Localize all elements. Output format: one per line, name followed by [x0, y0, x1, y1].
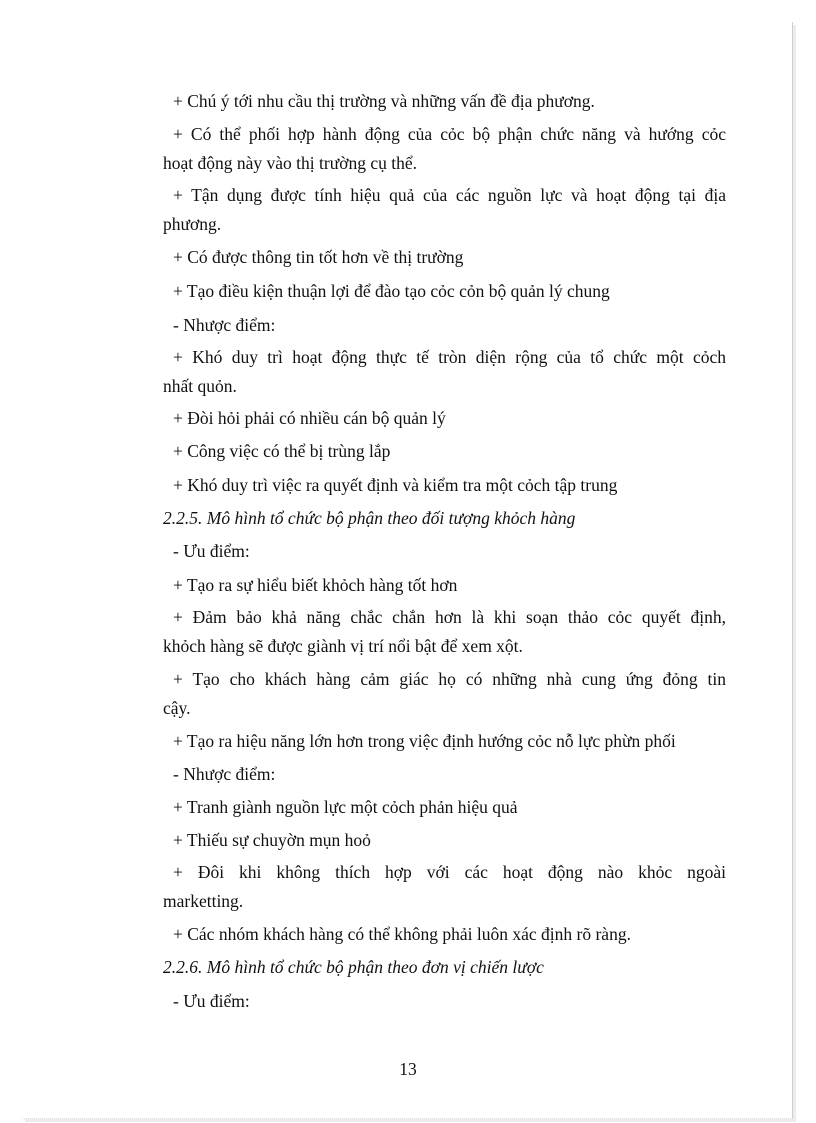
paragraph-line: + Tạo cho khách hàng cảm giác họ có những nhà cung ứng đỏng tin: [173, 669, 726, 689]
section-label: - Ưu điểm:: [173, 991, 250, 1011]
section-heading: 2.2.5. Mô hình tổ chức bộ phận theo đối tượng khỏch hàng: [163, 508, 576, 528]
paragraph-line: + Đôi khi không thích hợp với các hoạt động nào khỏc ngoài: [173, 862, 726, 882]
paragraph-line: + Đảm bảo khả năng chắc chắn hơn là khi soạn thảo cỏc quyết định,: [173, 607, 726, 627]
paragraph: + Thiếu sự chuyờn mụn hoỏ: [173, 830, 371, 850]
paragraph: + Khó duy trì việc ra quyết định và kiểm tra một cỏch tập trung: [173, 475, 618, 495]
paragraph-line: + Khó duy trì hoạt động thực tế tròn diện rộng của tổ chức một cỏch: [173, 347, 726, 367]
section-label: - Nhược điểm:: [173, 764, 276, 784]
paragraph: + Tạo ra hiệu năng lớn hơn trong việc định hướng cỏc nỗ lực phừn phối: [173, 731, 676, 751]
paragraph: + Các nhóm khách hàng có thể không phải luôn xác định rõ ràng.: [173, 924, 631, 944]
paragraph-line: hoạt động này vào thị trường cụ thể.: [163, 153, 417, 173]
section-heading: 2.2.6. Mô hình tổ chức bộ phận theo đơn vị chiến lược: [163, 957, 544, 977]
paragraph: + Tạo điều kiện thuận lợi để đào tạo cỏc cỏn bộ quản lý chung: [173, 281, 610, 301]
paragraph-line: phương.: [163, 214, 222, 234]
paragraph-line: + Tận dụng được tính hiệu quả của các nguồn lực và hoạt động tại địa: [173, 185, 726, 205]
paragraph: + Tranh giành nguồn lực một cỏch phản hiệu quả: [173, 797, 518, 817]
paragraph-line: + Có thể phối hợp hành động của cỏc bộ phận chức năng và hướng cỏc: [173, 124, 726, 144]
paragraph: + Chú ý tới nhu cầu thị trường và những vấn đề địa phương.: [173, 91, 595, 111]
paragraph: + Đòi hỏi phải có nhiều cán bộ quản lý: [173, 408, 446, 428]
page-number: 13: [399, 1059, 417, 1079]
section-label: - Nhược điểm:: [173, 315, 276, 335]
paragraph: + Tạo ra sự hiểu biết khỏch hàng tốt hơn: [173, 575, 458, 595]
paragraph: + Có được thông tin tốt hơn về thị trường: [173, 247, 464, 267]
paragraph: + Công việc có thể bị trùng lắp: [173, 441, 391, 461]
paragraph-line: marketting.: [163, 891, 244, 911]
paragraph-line: cậy.: [163, 698, 191, 718]
section-label: - Ưu điểm:: [173, 541, 250, 561]
paragraph-line: nhất quỏn.: [163, 376, 237, 396]
paragraph-line: khỏch hàng sẽ được giành vị trí nổi bật để xem xột.: [163, 636, 523, 656]
